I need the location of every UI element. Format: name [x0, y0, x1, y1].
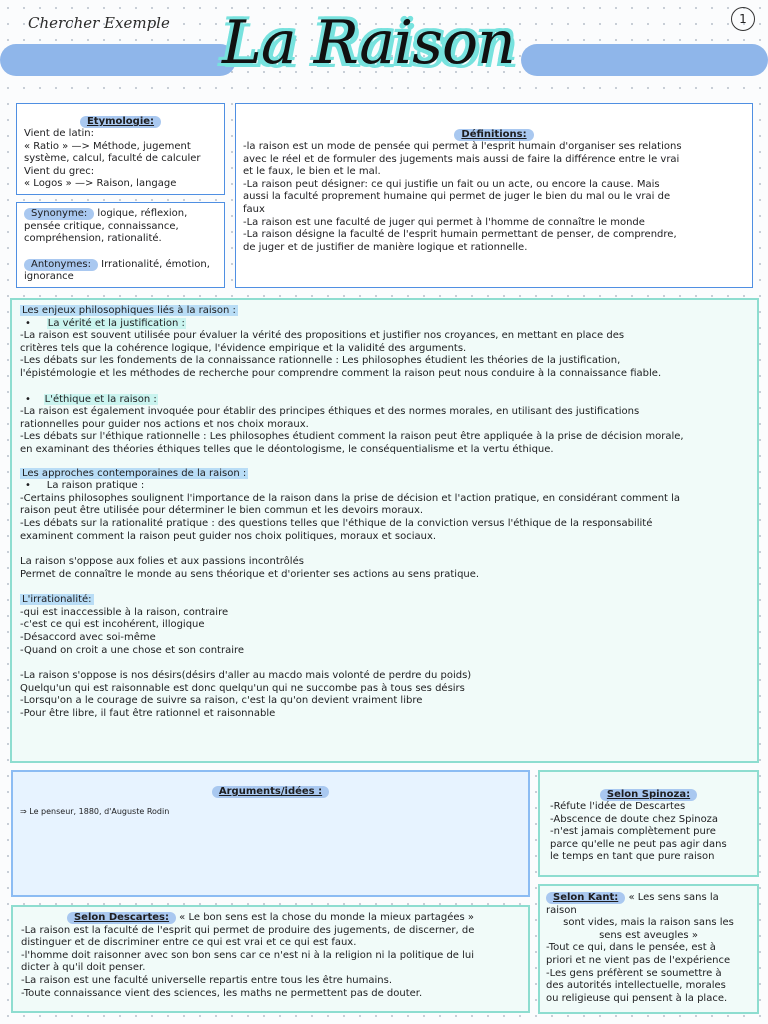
- definition-line: avec le réel et de formuler des jugements mais aussi de faire la différence entre le vrai: [243, 153, 680, 165]
- arguments-example: ⇒ Le penseur, 1880, d'Auguste Rodin: [20, 807, 170, 816]
- irrationality-line: -qui est inaccessible à la raison, contraire: [20, 606, 229, 618]
- truth-line: -Les débats sur les fondements de la connaissance rationnelle : Les philosophes étudient les théories de la justification,: [20, 355, 621, 367]
- kant-title: Selon Kant:: [546, 892, 625, 904]
- practical-line: -Certains philosophes soulignent l'importance de la raison dans la prise de décision et l'action pratique, en considérant comment la: [20, 492, 681, 504]
- spinoza-title: Selon Spinoza:: [550, 782, 747, 801]
- kant-card: [538, 884, 759, 1014]
- truth-heading: • La vérité et la justification :: [25, 317, 185, 329]
- spinoza-line: -Réfute l'idée de Descartes: [550, 801, 686, 812]
- synonyms-line: [24, 208, 217, 221]
- etymology-line: « Ratio » —> Méthode, jugement: [24, 140, 191, 152]
- main-content-card: [10, 298, 759, 763]
- ethics-line: -La raison est également invoquée pour établir des principes éthiques et des normes morales, en utilisant des justifications: [20, 406, 640, 418]
- descartes-line: -l'homme doit raisonner avec son bon sens car ce n'est ni à la religion ni la politique de lui: [21, 949, 475, 961]
- definition-line: et le faux, le bien et le mal.: [243, 166, 381, 178]
- opposition-line: La raison s'oppose aux folies et aux passions incontrôlés: [20, 556, 304, 568]
- definition-line: -la raison est un mode de pensée qui permet à l'esprit humain d'organiser ses relations: [243, 141, 682, 152]
- definitions-card: [235, 103, 753, 288]
- page-number: 1: [731, 7, 755, 31]
- kant-line: des autorités intellectuelle, morales: [546, 980, 726, 992]
- definition-line: -La raison désigne la faculté de l'esprit humain permettant de penser, de comprendre,: [243, 229, 677, 241]
- practical-heading: • La raison pratique :: [25, 480, 145, 492]
- ethics-line: rationnelles pour guider nos actions et nos choix moraux.: [20, 418, 309, 430]
- synonyms-line: pensée critique, connaissance,: [24, 220, 179, 232]
- spinoza-line: parce qu'elle ne peut pas agir dans: [550, 838, 727, 850]
- irrationality-line: -Désaccord avec soi-même: [20, 632, 156, 644]
- practical-line: raison peut être utilisée pour déterminer le bien commun et les devoirs moraux.: [20, 505, 424, 517]
- etymology-line: système, calcul, faculté de calculer: [24, 153, 201, 165]
- kant-line: priori et ne vient pas de l'expérience: [546, 954, 731, 966]
- ethics-line: -Les débats sur l'éthique rationnelle : Les philosophes étudient comment la raison peut être appliquée à la prise de décision morale,: [20, 431, 684, 443]
- opposition-line: Permet de connaître le monde au sens théorique et d'orienter ses actions au sens pratique.: [20, 568, 480, 580]
- definition-line: faux: [243, 203, 265, 215]
- kant-line: -Les gens préfèrent se soumettre à: [546, 967, 722, 979]
- arguments-card: [11, 770, 530, 897]
- etymology-card: [16, 103, 225, 195]
- synonyms-text: logique, réflexion,: [94, 208, 188, 219]
- antonyms-line: [24, 259, 217, 272]
- etymology-line: « Logos » —> Raison, langage: [24, 178, 177, 190]
- practical-line: examinent comment la raison peut guider nos choix politiques, moraux et sociaux.: [20, 530, 437, 542]
- truth-line: critères tels que la cohérence logique, l'évidence empirique et la validité des arguments.: [20, 342, 467, 354]
- descartes-card: [11, 905, 530, 1013]
- definition-line: de juger et de justifier de manière logique et rationnelle.: [243, 241, 528, 253]
- definition-line: aussi la faculté proprement humaine qui permet de juger le bien du mal ou le vrai de: [243, 191, 671, 203]
- ethics-heading: • L'éthique et la raison :: [25, 393, 157, 405]
- definitions-title: Définitions:: [243, 122, 745, 141]
- antonyms-label: Antonymes:: [24, 259, 98, 271]
- truth-line: l'épistémologie et les méthodes de recherche pour comprendre comment la raison peut nous conduire à la connaissance fiable.: [20, 367, 662, 379]
- page-title: La Raison: [222, 8, 515, 78]
- spinoza-line: -Abscence de doute chez Spinoza: [550, 813, 719, 825]
- desire-line: -La raison s'oppose is nos désirs(désirs d'aller au macdo mais volonté de perdre du poids): [20, 670, 472, 682]
- descartes-line: -Toute connaissance vient des sciences, les maths ne permettent pas de douter.: [21, 987, 423, 999]
- descartes-quote: « Le bon sens est la chose du monde la mieux partagées »: [176, 912, 475, 923]
- issues-title: Les enjeux philosophiques liés à la raison :: [22, 305, 236, 316]
- search-label: Chercher Exemple: [28, 14, 170, 32]
- spinoza-line: le temps en tant que pure raison: [550, 851, 715, 863]
- descartes-title-line: [21, 912, 520, 925]
- kant-line: sont vides, mais la raison sans les: [563, 917, 734, 929]
- descartes-line: dicter à qu'il doit penser.: [21, 962, 146, 974]
- desire-line: -Lorsqu'on a le courage de suivre sa raison, c'est la qu'on devient vraiment libre: [20, 695, 423, 707]
- irrationality-title: L'irrationalité:: [22, 594, 92, 606]
- descartes-line: -La raison est la faculté de l'esprit qui permet de produire des jugements, de discerner, de: [21, 924, 475, 936]
- descartes-line: distinguer et de discriminer entre ce qui est vrai et ce qui est faux.: [21, 937, 357, 949]
- synonyms-line: compréhension, rationalité.: [24, 233, 162, 245]
- spinoza-card: [538, 770, 759, 877]
- kant-quote: « Les sens sans la raison: [546, 892, 719, 916]
- definition-line: -La raison peut désigner: ce qui justifie un fait ou un acte, ou encore la cause. Mais: [243, 178, 660, 190]
- spinoza-line: -n'est jamais complètement pure: [550, 826, 716, 838]
- kant-title-line: [546, 892, 751, 917]
- right-title-band: [521, 44, 768, 76]
- kant-line: -Tout ce qui, dans le pensée, est à: [546, 942, 716, 954]
- ethics-line: en examinant des théories éthiques telles que le déontologisme, le conséquentialisme et la vertu éthique.: [20, 443, 554, 455]
- irrationality-line: -Quand on croit a une chose et son contraire: [20, 644, 245, 656]
- left-title-band: [0, 44, 236, 76]
- contemporary-title: Les approches contemporaines de la raison :: [22, 467, 247, 479]
- truth-line: -La raison est souvent utilisée pour évaluer la vérité des propositions et justifier nos croyances, en mettant en place des: [20, 330, 625, 342]
- desire-line: -Pour être libre, il faut être rationnel et raisonnable: [20, 708, 276, 720]
- antonyms-line: ignorance: [24, 271, 74, 283]
- synonyms-card: [16, 202, 225, 288]
- practical-line: -Les débats sur la rationalité pratique : des questions telles que l'éthique de la conviction versus l'éthique de la responsabilité: [20, 517, 653, 529]
- antonyms-text: Irrationalité, émotion,: [97, 258, 210, 270]
- synonyms-label: Synonyme:: [24, 208, 94, 220]
- etymology-line: Vient de latin:: [24, 128, 94, 139]
- kant-line: ou religieuse qui pensent à la place.: [546, 992, 728, 1004]
- desire-line: Quelqu'un qui est raisonnable est donc quelqu'un qui ne succombe pas à tous ses désirs: [20, 682, 465, 694]
- kant-line: sens est aveugles »: [599, 929, 698, 941]
- arguments-title: Arguments/idées :: [20, 779, 521, 798]
- descartes-line: -La raison est une faculté universelle repartis entre tous les être humains.: [21, 974, 393, 986]
- irrationality-line: -c'est ce qui est incohérent, illogique: [20, 619, 205, 631]
- definition-line: -La raison est une faculté de juger qui permet à l'homme de connaître le monde: [243, 216, 645, 228]
- etymology-title: Etymologie:: [24, 109, 217, 128]
- descartes-title: Selon Descartes:: [67, 912, 176, 924]
- etymology-line: Vient du grec:: [24, 165, 95, 177]
